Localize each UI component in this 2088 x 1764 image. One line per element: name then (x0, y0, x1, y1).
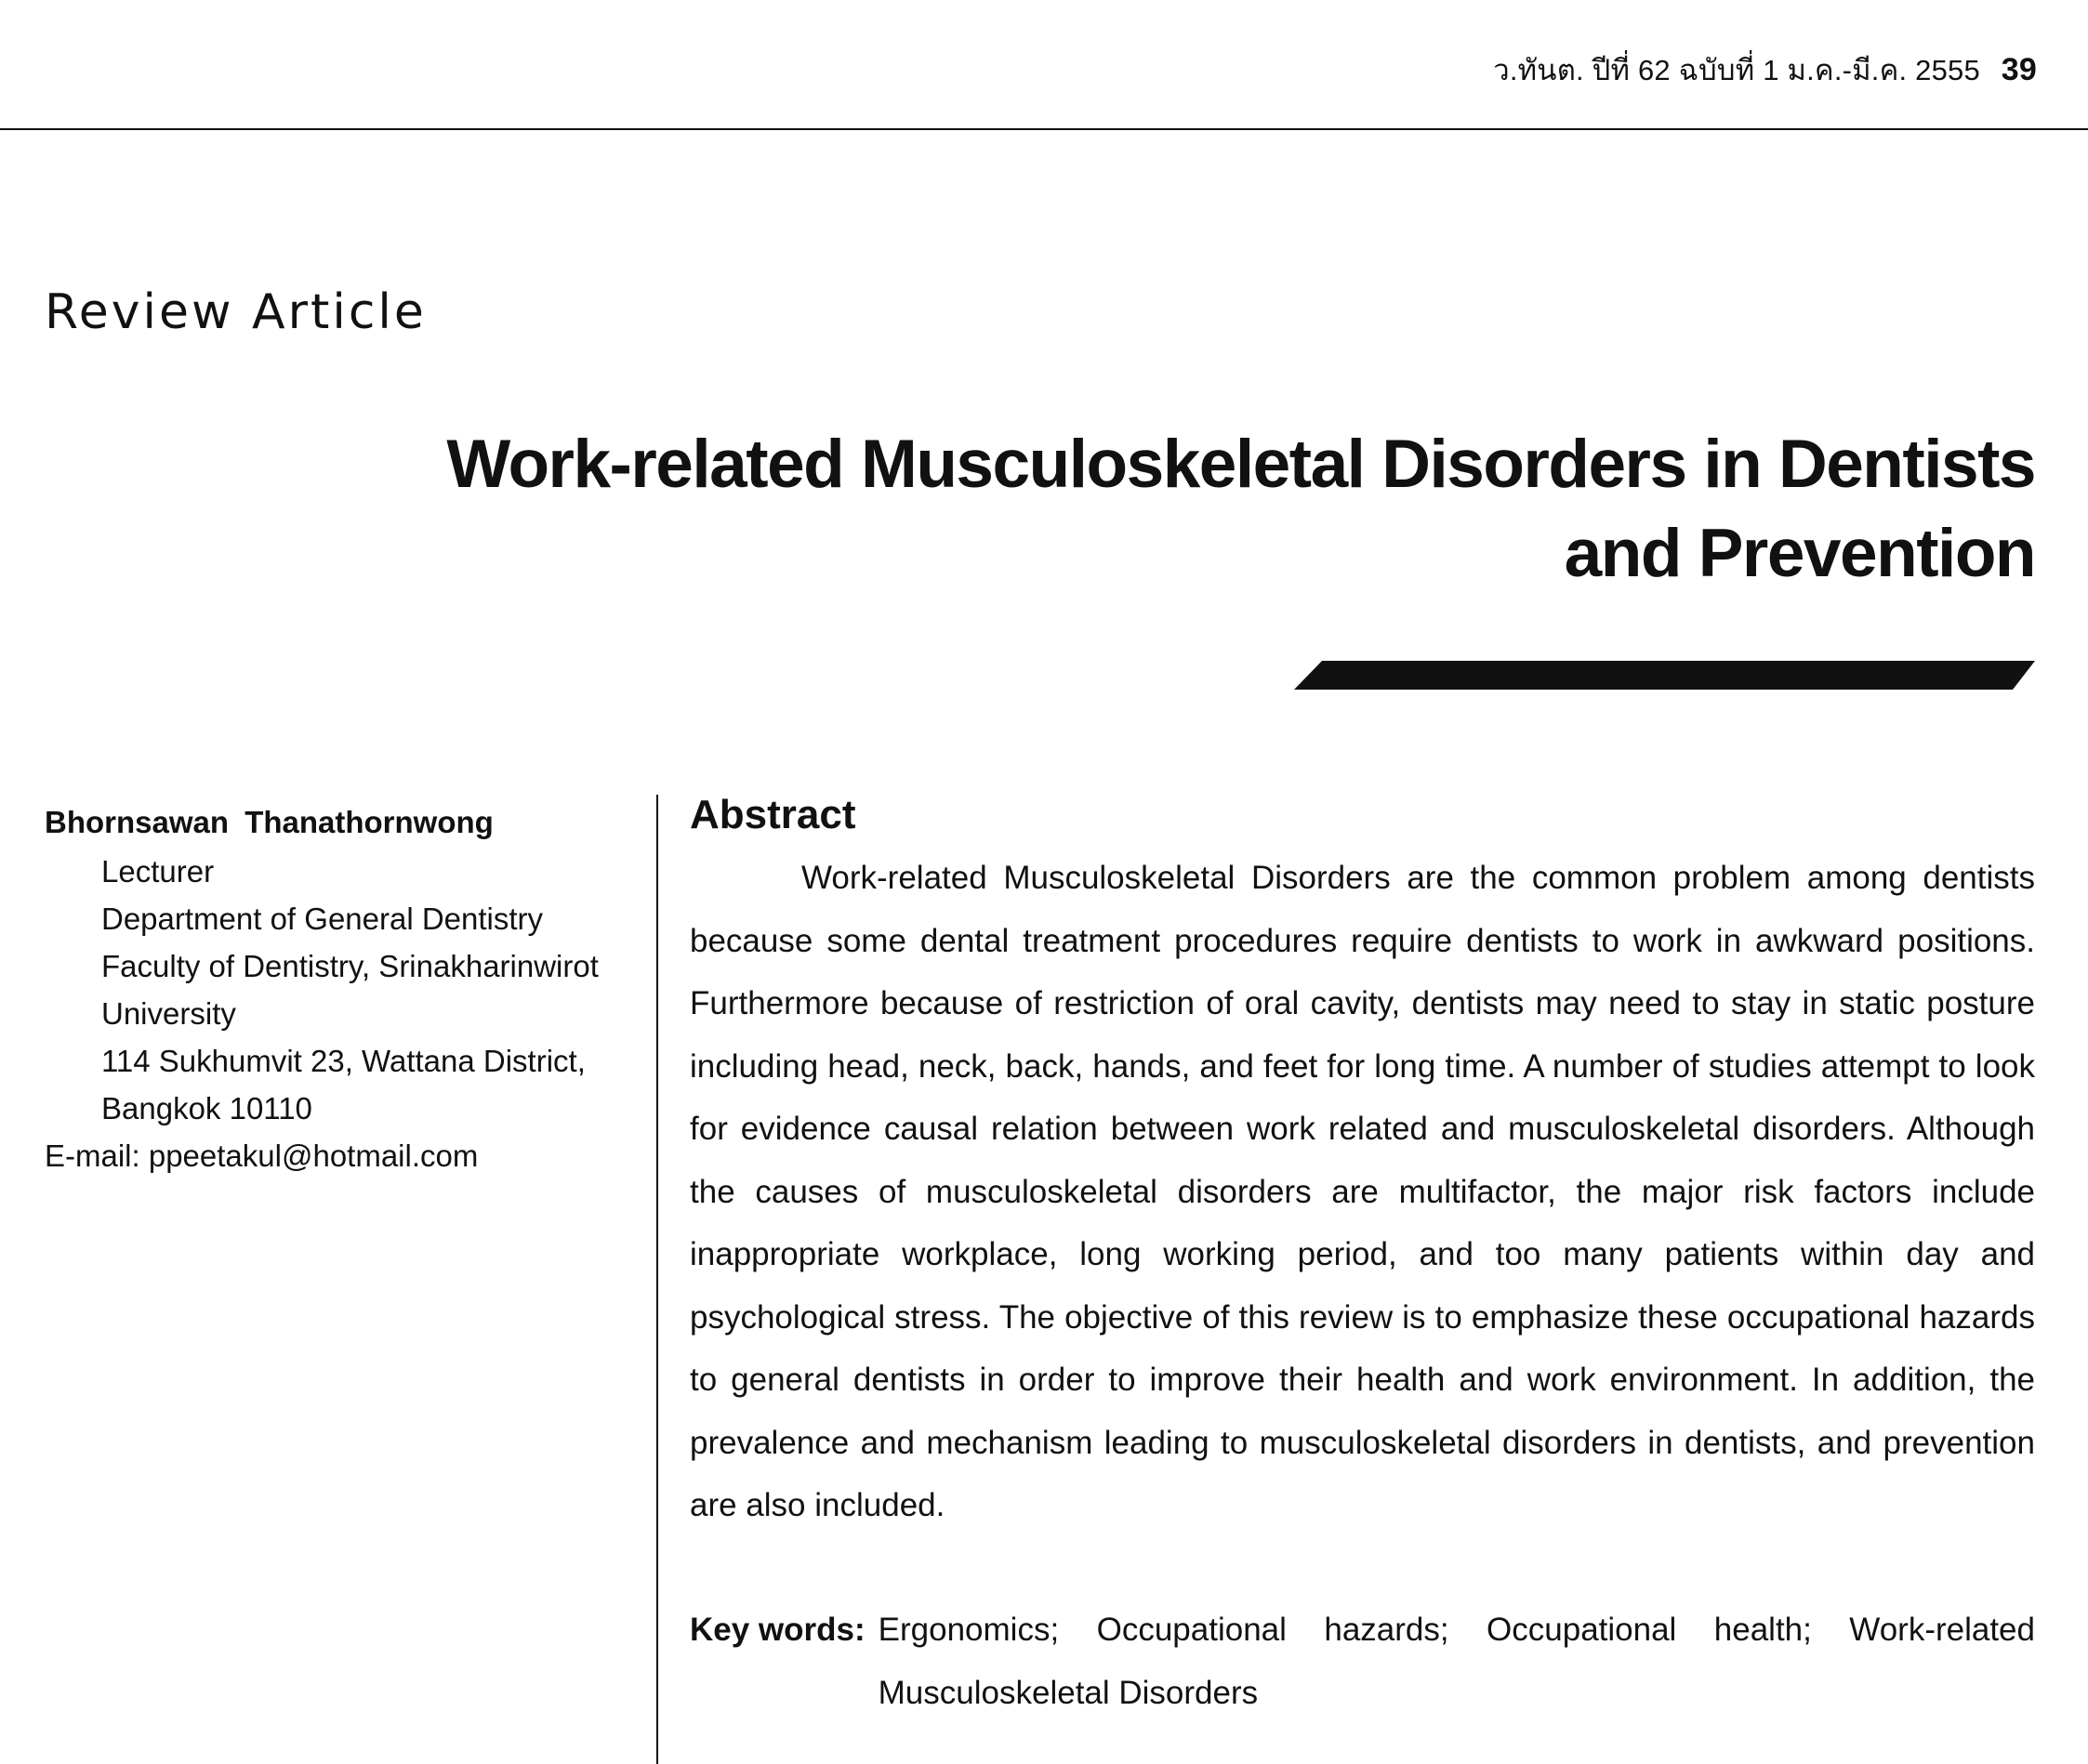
article-title (222, 420, 2035, 599)
affiliation-line: Faculty of Dentistry, Srinakharinwirot (101, 949, 599, 983)
column-divider (656, 795, 658, 1764)
article-type: Review Article (45, 284, 427, 340)
abstract-heading: Abstract (690, 792, 856, 837)
header-rule (0, 128, 2088, 130)
abstract-body: Work-related Musculoskeletal Disorders are the common problem among dentists because some dental treatment procedures require dentists to work in awkward positions. Furthermore because of restriction of oral cavity, dentists may need to stay in static posture including head, neck, back, hands, and feet for long time. A number of studies attempt to look for evidence causal relation between work related and musculoskeletal disorders. Although the causes of musculoskeletal disorders are multifactor, the major risk factors include inappropriate workplace, long working period, and too many patients within day and psychological stress. The objective of this review is to emphasize these occupational hazards to general dentists in order to improve their health and work environment. In addition, the prevalence and mechanism leading to musculoskeletal disorders in dentists, and prevention are also included. (690, 860, 2035, 1523)
keywords-label: Key words: (690, 1612, 866, 1648)
affiliation-line: University (101, 996, 236, 1031)
title-decorative-bar (1294, 661, 2035, 690)
author-email: E-mail: ppeetakul@hotmail.com (45, 1139, 479, 1173)
affiliation-line: 114 Sukhumvit 23, Wattana District, (101, 1044, 586, 1078)
affiliation-line: Department of General Dentistry (101, 902, 544, 936)
affiliation-line: Lecturer (101, 854, 215, 889)
title-line-2: and Prevention (1564, 516, 2035, 591)
keywords (690, 1599, 2035, 1725)
running-head (1493, 46, 2037, 93)
title-line-1: Work-related Musculoskeletal Disorders in Dentists (446, 427, 2035, 502)
page-number: 39 (2001, 52, 2037, 87)
keywords-text: Ergonomics; Occupational hazards; Occupational health; Work-related Musculoskeletal Disorders (878, 1612, 2035, 1711)
affiliation-line: Bangkok 10110 (101, 1091, 312, 1126)
journal-issue: ว.ทันต. ปีที่ 62 ฉบับที่ 1 ม.ค.-มี.ค. 2555 (1493, 54, 1980, 86)
author-name: Bhornsawan Thanathornwong (45, 805, 494, 839)
author-block (45, 801, 640, 1179)
